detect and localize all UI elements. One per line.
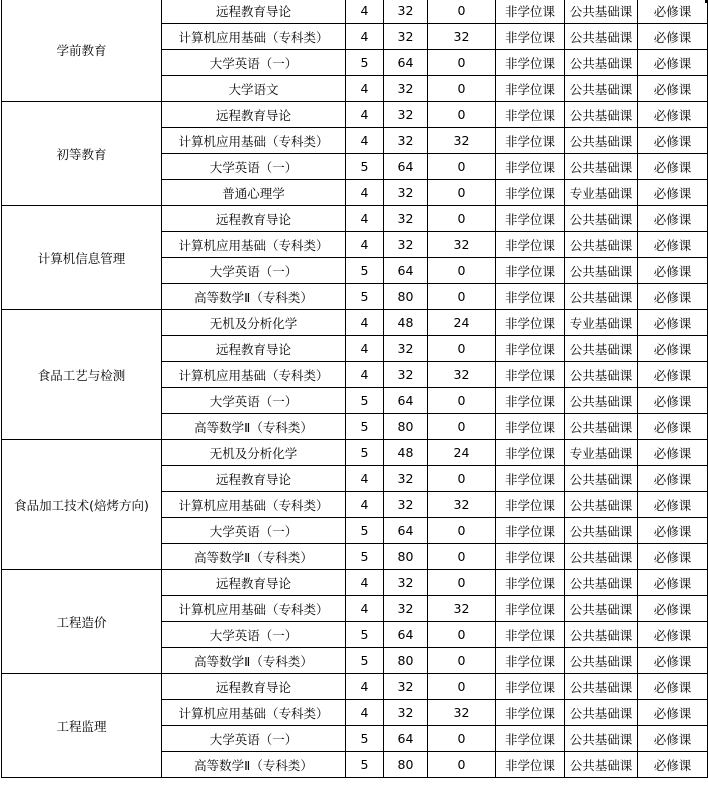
course-name-cell: 远程教育导论 [162, 206, 346, 232]
credits-cell: 5 [346, 518, 384, 544]
category-cell: 公共基础课 [565, 362, 638, 388]
credits-cell: 4 [346, 206, 384, 232]
course-name-cell: 计算机应用基础（专科类） [162, 362, 346, 388]
credits-cell: 5 [346, 752, 384, 778]
course-type-cell: 必修课 [638, 258, 708, 284]
course-name-cell: 高等数学Ⅱ（专科类） [162, 284, 346, 310]
hours-cell: 64 [384, 518, 428, 544]
hours-cell: 80 [384, 648, 428, 674]
category-cell: 公共基础课 [565, 76, 638, 102]
category-cell: 专业基础课 [565, 180, 638, 206]
course-name-cell: 大学英语（一） [162, 388, 346, 414]
category-cell: 公共基础课 [565, 24, 638, 50]
course-name-cell: 大学英语（一） [162, 518, 346, 544]
degree-cell: 非学位课 [496, 258, 565, 284]
hours-cell: 64 [384, 154, 428, 180]
course-type-cell: 必修课 [638, 674, 708, 700]
practice-hours-cell: 0 [428, 674, 496, 700]
degree-cell: 非学位课 [496, 0, 565, 24]
credits-cell: 5 [346, 726, 384, 752]
course-type-cell: 必修课 [638, 102, 708, 128]
practice-hours-cell: 0 [428, 388, 496, 414]
degree-cell: 非学位课 [496, 492, 565, 518]
credits-cell: 4 [346, 596, 384, 622]
course-name-cell: 高等数学Ⅱ（专科类） [162, 544, 346, 570]
degree-cell: 非学位课 [496, 154, 565, 180]
credits-cell: 4 [346, 24, 384, 50]
hours-cell: 32 [384, 362, 428, 388]
practice-hours-cell: 0 [428, 752, 496, 778]
hours-cell: 32 [384, 206, 428, 232]
degree-cell: 非学位课 [496, 362, 565, 388]
practice-hours-cell: 32 [428, 128, 496, 154]
course-name-cell: 远程教育导论 [162, 466, 346, 492]
table-row [2, 570, 708, 596]
credits-cell: 4 [346, 492, 384, 518]
degree-cell: 非学位课 [496, 336, 565, 362]
course-type-cell: 必修课 [638, 180, 708, 206]
category-cell: 公共基础课 [565, 128, 638, 154]
degree-cell: 非学位课 [496, 284, 565, 310]
practice-hours-cell: 0 [428, 76, 496, 102]
category-cell: 公共基础课 [565, 206, 638, 232]
course-type-cell: 必修课 [638, 24, 708, 50]
course-type-cell: 必修课 [638, 232, 708, 258]
hours-cell: 32 [384, 0, 428, 24]
degree-cell: 非学位课 [496, 700, 565, 726]
category-cell: 公共基础课 [565, 388, 638, 414]
hours-cell: 32 [384, 596, 428, 622]
category-cell: 公共基础课 [565, 0, 638, 24]
degree-cell: 非学位课 [496, 466, 565, 492]
degree-cell: 非学位课 [496, 232, 565, 258]
practice-hours-cell: 0 [428, 518, 496, 544]
course-name-cell: 高等数学Ⅱ（专科类） [162, 648, 346, 674]
course-type-cell: 必修课 [638, 50, 708, 76]
credits-cell: 5 [346, 414, 384, 440]
degree-cell: 非学位课 [496, 206, 565, 232]
hours-cell: 80 [384, 752, 428, 778]
course-type-cell: 必修课 [638, 414, 708, 440]
hours-cell: 32 [384, 466, 428, 492]
degree-cell: 非学位课 [496, 102, 565, 128]
table-row [2, 0, 708, 24]
category-cell: 公共基础课 [565, 648, 638, 674]
category-cell: 公共基础课 [565, 544, 638, 570]
practice-hours-cell: 0 [428, 206, 496, 232]
major-name-cell: 食品加工技术(焙烤方向) [2, 440, 162, 570]
course-type-cell: 必修课 [638, 76, 708, 102]
category-cell: 公共基础课 [565, 726, 638, 752]
course-name-cell: 计算机应用基础（专科类） [162, 232, 346, 258]
credits-cell: 4 [346, 76, 384, 102]
course-name-cell: 计算机应用基础（专科类） [162, 24, 346, 50]
degree-cell: 非学位课 [496, 622, 565, 648]
credits-cell: 4 [346, 180, 384, 206]
credits-cell: 4 [346, 700, 384, 726]
category-cell: 公共基础课 [565, 492, 638, 518]
course-name-cell: 无机及分析化学 [162, 310, 346, 336]
credits-cell: 5 [346, 622, 384, 648]
category-cell: 公共基础课 [565, 674, 638, 700]
hours-cell: 32 [384, 128, 428, 154]
category-cell: 公共基础课 [565, 50, 638, 76]
category-cell: 公共基础课 [565, 414, 638, 440]
course-type-cell: 必修课 [638, 570, 708, 596]
category-cell: 公共基础课 [565, 154, 638, 180]
course-plan-table [1, 0, 708, 778]
category-cell: 公共基础课 [565, 232, 638, 258]
category-cell: 公共基础课 [565, 518, 638, 544]
course-name-cell: 大学英语（一） [162, 258, 346, 284]
table-row [2, 102, 708, 128]
hours-cell: 48 [384, 440, 428, 466]
degree-cell: 非学位课 [496, 518, 565, 544]
course-name-cell: 无机及分析化学 [162, 440, 346, 466]
course-type-cell: 必修课 [638, 310, 708, 336]
course-name-cell: 大学英语（一） [162, 154, 346, 180]
degree-cell: 非学位课 [496, 128, 565, 154]
practice-hours-cell: 32 [428, 24, 496, 50]
practice-hours-cell: 24 [428, 310, 496, 336]
hours-cell: 32 [384, 700, 428, 726]
practice-hours-cell: 0 [428, 336, 496, 362]
practice-hours-cell: 0 [428, 544, 496, 570]
course-name-cell: 普通心理学 [162, 180, 346, 206]
category-cell: 公共基础课 [565, 700, 638, 726]
course-type-cell: 必修课 [638, 466, 708, 492]
major-name-cell: 工程造价 [2, 570, 162, 674]
hours-cell: 64 [384, 726, 428, 752]
course-type-cell: 必修课 [638, 284, 708, 310]
table-row [2, 674, 708, 700]
course-name-cell: 大学语文 [162, 76, 346, 102]
category-cell: 公共基础课 [565, 466, 638, 492]
category-cell: 公共基础课 [565, 284, 638, 310]
course-type-cell: 必修课 [638, 362, 708, 388]
course-name-cell: 远程教育导论 [162, 0, 346, 24]
practice-hours-cell: 0 [428, 414, 496, 440]
degree-cell: 非学位课 [496, 50, 565, 76]
category-cell: 专业基础课 [565, 310, 638, 336]
hours-cell: 32 [384, 674, 428, 700]
credits-cell: 5 [346, 284, 384, 310]
credits-cell: 4 [346, 336, 384, 362]
course-name-cell: 大学英语（一） [162, 50, 346, 76]
credits-cell: 4 [346, 232, 384, 258]
table-row [2, 310, 708, 336]
credits-cell: 4 [346, 102, 384, 128]
course-name-cell: 远程教育导论 [162, 570, 346, 596]
practice-hours-cell: 0 [428, 726, 496, 752]
hours-cell: 32 [384, 180, 428, 206]
practice-hours-cell: 0 [428, 466, 496, 492]
course-name-cell: 计算机应用基础（专科类） [162, 128, 346, 154]
degree-cell: 非学位课 [496, 544, 565, 570]
category-cell: 公共基础课 [565, 752, 638, 778]
major-name-cell: 学前教育 [2, 0, 162, 102]
credits-cell: 4 [346, 466, 384, 492]
table-row [2, 440, 708, 466]
course-type-cell: 必修课 [638, 596, 708, 622]
major-name-cell: 计算机信息管理 [2, 206, 162, 310]
degree-cell: 非学位课 [496, 440, 565, 466]
hours-cell: 32 [384, 24, 428, 50]
category-cell: 公共基础课 [565, 336, 638, 362]
course-type-cell: 必修课 [638, 622, 708, 648]
practice-hours-cell: 32 [428, 362, 496, 388]
course-name-cell: 远程教育导论 [162, 336, 346, 362]
credits-cell: 4 [346, 674, 384, 700]
hours-cell: 32 [384, 492, 428, 518]
major-name-cell: 工程监理 [2, 674, 162, 778]
practice-hours-cell: 0 [428, 154, 496, 180]
degree-cell: 非学位课 [496, 24, 565, 50]
credits-cell: 4 [346, 310, 384, 336]
course-type-cell: 必修课 [638, 752, 708, 778]
practice-hours-cell: 32 [428, 700, 496, 726]
major-name-cell: 初等教育 [2, 102, 162, 206]
category-cell: 公共基础课 [565, 596, 638, 622]
course-type-cell: 必修课 [638, 154, 708, 180]
hours-cell: 80 [384, 544, 428, 570]
degree-cell: 非学位课 [496, 596, 565, 622]
hours-cell: 64 [384, 388, 428, 414]
course-type-cell: 必修课 [638, 336, 708, 362]
course-name-cell: 大学英语（一） [162, 726, 346, 752]
hours-cell: 80 [384, 414, 428, 440]
degree-cell: 非学位课 [496, 674, 565, 700]
table-row [2, 206, 708, 232]
credits-cell: 5 [346, 154, 384, 180]
hours-cell: 80 [384, 284, 428, 310]
category-cell: 专业基础课 [565, 440, 638, 466]
course-name-cell: 计算机应用基础（专科类） [162, 596, 346, 622]
credits-cell: 5 [346, 388, 384, 414]
hours-cell: 32 [384, 570, 428, 596]
degree-cell: 非学位课 [496, 726, 565, 752]
course-type-cell: 必修课 [638, 128, 708, 154]
credits-cell: 5 [346, 544, 384, 570]
degree-cell: 非学位课 [496, 180, 565, 206]
course-name-cell: 计算机应用基础（专科类） [162, 700, 346, 726]
credits-cell: 5 [346, 440, 384, 466]
course-name-cell: 计算机应用基础（专科类） [162, 492, 346, 518]
practice-hours-cell: 0 [428, 284, 496, 310]
course-type-cell: 必修课 [638, 726, 708, 752]
practice-hours-cell: 0 [428, 258, 496, 284]
practice-hours-cell: 0 [428, 50, 496, 76]
degree-cell: 非学位课 [496, 570, 565, 596]
course-name-cell: 高等数学Ⅱ（专科类） [162, 752, 346, 778]
credits-cell: 4 [346, 570, 384, 596]
course-type-cell: 必修课 [638, 544, 708, 570]
hours-cell: 64 [384, 258, 428, 284]
course-type-cell: 必修课 [638, 388, 708, 414]
course-type-cell: 必修课 [638, 492, 708, 518]
practice-hours-cell: 32 [428, 492, 496, 518]
credits-cell: 5 [346, 50, 384, 76]
practice-hours-cell: 32 [428, 232, 496, 258]
degree-cell: 非学位课 [496, 752, 565, 778]
credits-cell: 4 [346, 0, 384, 24]
table-body [2, 0, 708, 778]
course-name-cell: 大学英语（一） [162, 622, 346, 648]
degree-cell: 非学位课 [496, 310, 565, 336]
hours-cell: 32 [384, 102, 428, 128]
hours-cell: 64 [384, 50, 428, 76]
major-name-cell: 食品工艺与检测 [2, 310, 162, 440]
degree-cell: 非学位课 [496, 388, 565, 414]
hours-cell: 32 [384, 76, 428, 102]
category-cell: 公共基础课 [565, 622, 638, 648]
course-type-cell: 必修课 [638, 206, 708, 232]
category-cell: 公共基础课 [565, 258, 638, 284]
practice-hours-cell: 0 [428, 102, 496, 128]
course-type-cell: 必修课 [638, 648, 708, 674]
category-cell: 公共基础课 [565, 102, 638, 128]
credits-cell: 5 [346, 258, 384, 284]
hours-cell: 48 [384, 310, 428, 336]
credits-cell: 4 [346, 128, 384, 154]
course-name-cell: 远程教育导论 [162, 102, 346, 128]
practice-hours-cell: 0 [428, 0, 496, 24]
practice-hours-cell: 0 [428, 622, 496, 648]
course-type-cell: 必修课 [638, 440, 708, 466]
category-cell: 公共基础课 [565, 570, 638, 596]
course-type-cell: 必修课 [638, 518, 708, 544]
course-name-cell: 远程教育导论 [162, 674, 346, 700]
credits-cell: 4 [346, 362, 384, 388]
hours-cell: 64 [384, 622, 428, 648]
hours-cell: 32 [384, 232, 428, 258]
hours-cell: 32 [384, 336, 428, 362]
practice-hours-cell: 0 [428, 180, 496, 206]
credits-cell: 5 [346, 648, 384, 674]
practice-hours-cell: 24 [428, 440, 496, 466]
practice-hours-cell: 32 [428, 596, 496, 622]
degree-cell: 非学位课 [496, 414, 565, 440]
practice-hours-cell: 0 [428, 648, 496, 674]
course-name-cell: 高等数学Ⅱ（专科类） [162, 414, 346, 440]
degree-cell: 非学位课 [496, 648, 565, 674]
course-type-cell: 必修课 [638, 0, 708, 24]
degree-cell: 非学位课 [496, 76, 565, 102]
course-type-cell: 必修课 [638, 700, 708, 726]
practice-hours-cell: 0 [428, 570, 496, 596]
